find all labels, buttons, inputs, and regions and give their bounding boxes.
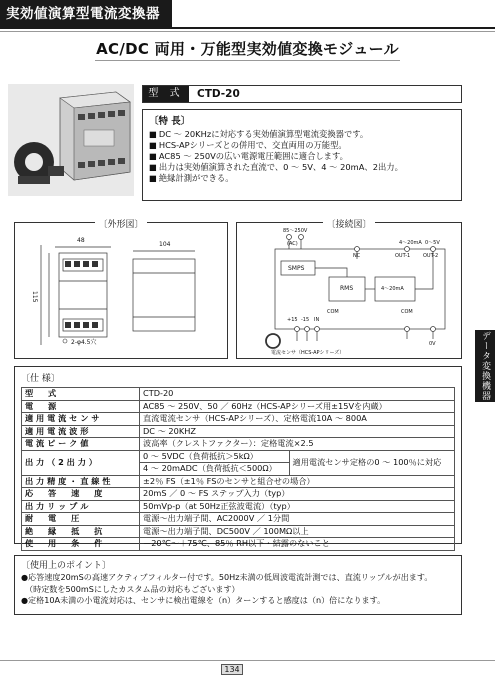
footer-rule	[0, 660, 495, 661]
spec-label: 型 式	[22, 388, 140, 401]
side-tab: データ変換機器	[475, 330, 495, 402]
spec-note: 適用電流センサ定格の0 ～ 100％に対応	[289, 450, 454, 475]
product-photo	[8, 84, 134, 196]
spec-row	[22, 488, 455, 501]
spec-value: 20mS ／ 0 ～ FS ステップ入力（typ）	[140, 488, 455, 501]
spec-value: －20℃～＋75℃、85％ RH以下・結露のないこと	[140, 538, 455, 551]
spec-row	[22, 475, 455, 488]
spec-label: 適 用 電 流 セ ン サ	[22, 413, 140, 426]
spec-label: 出 力 精 度 ・ 直 線 性	[22, 475, 140, 488]
wiring-diagram-panel	[236, 222, 462, 359]
spec-value: DC ～ 20KHZ	[140, 425, 455, 438]
spec-value: 電源～出力端子間、DC500V ／ 100MΩ以上	[140, 525, 455, 538]
features-title: 〔特 長〕	[149, 116, 191, 127]
spec-value: 波高率（クレストファクター）：定格電流×2.5	[140, 438, 455, 451]
wiring-power-ac: (AC)	[287, 241, 298, 247]
model-label: 型 式	[143, 86, 189, 102]
spec-label: 耐 電 圧	[22, 513, 140, 526]
spec-row	[22, 388, 455, 401]
dim-hole: 2-φ4.5穴	[71, 339, 97, 346]
spec-label: 出 力 リ ッ プ ル	[22, 500, 140, 513]
wiring-out-current: 4～20mA	[399, 240, 422, 246]
wiring-power-label: 85～250V	[283, 228, 308, 234]
wiring-com2: COM	[401, 309, 413, 315]
features-box	[142, 109, 462, 201]
spec-row	[22, 450, 455, 463]
spec-label: 電 流 ピ ー ク 値	[22, 438, 140, 451]
wiring-out-voltage: 0～5V	[425, 240, 440, 246]
product-photo-illustration	[8, 84, 134, 196]
spec-value: ±2％ FS（±1％ FSのセンサと組合せの場合）	[140, 475, 455, 488]
page-number: 134	[221, 664, 243, 675]
wiring-0v: 0V	[429, 341, 436, 347]
feature-item: ■ HCS-APシリーズとの併用で、交直両用の万能型。	[149, 140, 347, 150]
spec-row	[22, 438, 455, 451]
spec-row	[22, 500, 455, 513]
spec-row	[22, 425, 455, 438]
wiring-rms: RMS	[340, 285, 354, 292]
header-rule	[0, 27, 495, 29]
spec-label: 絶 縁 抵 抗	[22, 525, 140, 538]
wiring-minus15: -15	[301, 317, 310, 323]
wiring-smps: SMPS	[288, 265, 305, 272]
feature-item: ■ DC ～ 20KHzに対応する実効値演算型電流変換器です。	[149, 129, 369, 139]
dim-width: 48	[77, 237, 85, 244]
title-rule	[95, 60, 400, 61]
spec-row	[22, 413, 455, 426]
points-section	[14, 555, 462, 615]
header-rule-thin	[0, 31, 495, 32]
spec-label: 使 用 条 件	[22, 538, 140, 551]
specs-title: 〔仕 様〕	[21, 374, 60, 384]
point-line: ●応答速度20mSの高速アクティブフィルター付です。50Hz未満の低周波電流計測では、直流リップルが出ます。	[21, 572, 433, 582]
spec-table	[21, 387, 455, 551]
spec-value: 直流電流センサ（HCS-APシリーズ）、定格電流10A ～ 800A	[140, 413, 455, 426]
point-line: ●定格10A未満の小電流対応は、センサに検出電線を（n）ターンすると感度は（n）倍になります。	[21, 595, 386, 605]
wiring-out1: OUT-1	[395, 253, 411, 259]
spec-row	[22, 513, 455, 526]
wiring-nc: NC	[353, 253, 361, 259]
spec-label: 適 用 電 流 波 形	[22, 425, 140, 438]
spec-value: AC85 ～ 250V、50 ／ 60Hz（HCS-APシリーズ用±15Vを内蔵）	[140, 400, 455, 413]
outline-drawing	[15, 223, 227, 358]
wiring-out2: OUT-2	[423, 253, 439, 259]
feature-item: ■ 出力は実効値演算された直流で、0 ～ 5V、4 ～ 20mA、2出力。	[149, 162, 403, 172]
feature-item: ■ AC85 ～ 250Vの広い電源電圧範囲に適合します。	[149, 151, 348, 161]
spec-row	[22, 538, 455, 551]
wiring-in: IN	[314, 317, 320, 323]
page-title: AC/DC 両用・万能型実効値変換モジュール	[96, 40, 399, 58]
spec-label: 応 答 速 度	[22, 488, 140, 501]
outline-drawing-title: 〔外形図〕	[95, 220, 146, 230]
spec-row	[22, 400, 455, 413]
spec-value: CTD-20	[140, 388, 455, 401]
model-value: CTD-20	[197, 88, 240, 100]
specs-section	[14, 366, 462, 548]
spec-value2: 4 ～ 20mADC（負荷抵抗＜500Ω）	[140, 463, 290, 476]
outline-drawing-panel	[14, 222, 228, 359]
spec-label: 電 源	[22, 400, 140, 413]
wiring-conv: 4～20mA	[381, 286, 404, 292]
spec-row	[22, 525, 455, 538]
spec-value: 50mVp-p（at 50Hz正弦波電流）（typ）	[140, 500, 455, 513]
wiring-diagram-title: 〔接続図〕	[323, 220, 374, 230]
spec-label: 出 力 （ 2 出 力 ）	[22, 450, 140, 475]
dim-height: 115	[31, 291, 38, 303]
wiring-plus15: +15	[287, 317, 298, 323]
feature-item: ■ 絶縁計測ができる。	[149, 173, 234, 183]
points-title: 〔使用上のポイント〕	[21, 561, 112, 571]
header-category: 実効値演算型電流変換器	[0, 0, 172, 28]
wiring-sensor-label: 電流センサ（HCS-APシリーズ）	[271, 350, 345, 356]
dim-side: 104	[159, 241, 171, 248]
point-line: （時定数を500mSにしたカスタム品の対応もございます）	[25, 583, 240, 594]
spec-value: 電源～出力端子間、AC2000V ／ 1分間	[140, 513, 455, 526]
wiring-com: COM	[327, 309, 339, 315]
model-box	[142, 85, 462, 103]
spec-value: 0 ～ 5VDC（負荷抵抗＞5kΩ）	[140, 450, 290, 463]
